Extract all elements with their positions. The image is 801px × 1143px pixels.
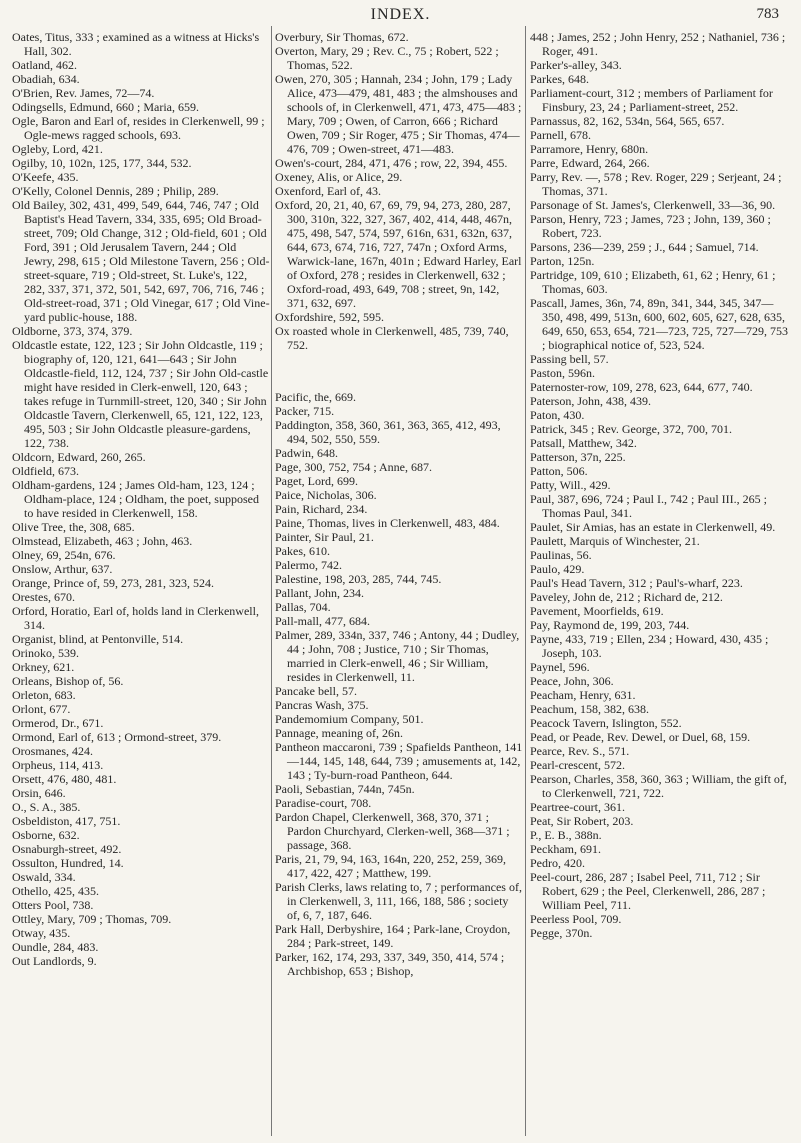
index-entry: Orosmanes, 424. <box>12 744 93 758</box>
index-entry: Parish Clerks, laws relating to, 7 ; performances of, in Clerkenwell, 3, 111, 166, 188, 586 ; society of, 6, 7, 187, 646. <box>275 880 522 922</box>
index-entry: Paget, Lord, 699. <box>275 474 358 488</box>
index-entry: Pallas, 704. <box>275 600 331 614</box>
index-entry: Paterson, John, 438, 439. <box>530 394 651 408</box>
index-entry: Osborne, 632. <box>12 828 80 842</box>
index-entry: Paulo, 429. <box>530 562 585 576</box>
index-entry: Orford, Horatio, Earl of, holds land in Clerkenwell, 314. <box>12 604 259 632</box>
index-entry: Paveley, John de, 212 ; Richard de, 212. <box>530 590 723 604</box>
page-header <box>0 6 801 28</box>
index-entry: Pavement, Moorfields, 619. <box>530 604 664 618</box>
index-entry: Oldborne, 373, 374, 379. <box>12 324 133 338</box>
index-entry: Pay, Raymond de, 199, 203, 744. <box>530 618 690 632</box>
index-entry: Pall-mall, 477, 684. <box>275 614 370 628</box>
index-entry: Olive Tree, the, 308, 685. <box>12 520 135 534</box>
index-entry: Orleans, Bishop of, 56. <box>12 674 124 688</box>
section-gap <box>275 364 523 378</box>
index-entry: Parre, Edward, 264, 266. <box>530 156 650 170</box>
index-entry: Parry, Rev. —, 578 ; Rev. Roger, 229 ; Serjeant, 24 ; Thomas, 371. <box>530 170 782 198</box>
index-entry: Parramore, Henry, 680n. <box>530 142 649 156</box>
index-entry: Oldham-gardens, 124 ; James Old-ham, 123, 124 ; Oldham-place, 124 ; Oldham, the poet, supposed to have resided in Clerkenwell, 158. <box>12 478 259 520</box>
index-entry: Ogilby, 10, 102n, 125, 177, 344, 532. <box>12 156 192 170</box>
index-entry: Orleton, 683. <box>12 688 76 702</box>
index-entry: Parker, 162, 174, 293, 337, 349, 350, 414, 574 ; Archbishop, 653 ; Bishop, <box>275 950 505 978</box>
index-entry: Parnassus, 82, 162, 534n, 564, 565, 657. <box>530 114 725 128</box>
index-entry: Paris, 21, 79, 94, 163, 164n, 220, 252, 259, 369, 417, 422, 427 ; Matthew, 199. <box>275 852 506 880</box>
index-entry: Ox roasted whole in Clerkenwell, 485, 739, 740, 752. <box>275 324 509 352</box>
index-entry: Peerless Pool, 709. <box>530 912 622 926</box>
index-entry: Orlont, 677. <box>12 702 71 716</box>
index-entry: Oxeney, Alis, or Alice, 29. <box>275 170 403 184</box>
index-entry: Pantheon maccaroni, 739 ; Spafields Pantheon, 141—144, 145, 148, 644, 739 ; amusements at, 142, 143 ; Ty-burn-road Pantheon, 644. <box>275 740 523 782</box>
index-entry: Passing bell, 57. <box>530 352 609 366</box>
index-entry: Peel-court, 286, 287 ; Isabel Peel, 711, 712 ; Sir Robert, 629 ; the Peel, Clerkenwell, 286, 287 ; William Peel, 711. <box>530 870 766 912</box>
index-entry: Oswald, 334. <box>12 870 76 884</box>
index-entry: Paoli, Sebastian, 744n, 745n. <box>275 782 415 796</box>
index-entry: Oldfield, 673. <box>12 464 79 478</box>
index-entry: Pancras Wash, 375. <box>275 698 369 712</box>
index-entry: Orestes, 670. <box>12 590 75 604</box>
index-column-3 <box>530 30 792 940</box>
index-entry: Patrick, 345 ; Rev. George, 372, 700, 701. <box>530 422 732 436</box>
index-entry: Parliament-court, 312 ; members of Parliament for Finsbury, 23, 24 ; Parliament-street, 252. <box>530 86 773 114</box>
index-entry: 448 ; James, 252 ; John Henry, 252 ; Nathaniel, 736 ; Roger, 491. <box>530 30 786 58</box>
index-entry: Peat, Sir Robert, 203. <box>530 814 634 828</box>
index-entry: Paradise-court, 708. <box>275 796 372 810</box>
index-entry: Old Bailey, 302, 431, 499, 549, 644, 746, 747 ; Old Baptist's Head Tavern, 334, 335, 695; Old Broad-street, 709; Old Change, 312 ; Old-field, 601 ; Old Ford, 391 ; Old Jerusalem Tavern, 244 ; Old Jewry, 298, 615 ; Old Milestone Tavern, 256 ; Old-street-square, 719 ; Old-street, St. Luke's, 122, 282, 337, 371, 372, 501, 542, 697, 706, 716, 746 ; Old-street-road, 371 ; Old Vinegar, 617 ; Old Vine-yard public-house, 188. <box>12 198 270 324</box>
index-entry: Parker's-alley, 343. <box>530 58 622 72</box>
index-entry: Oldcastle estate, 122, 123 ; Sir John Oldcastle, 119 ; biography of, 120, 121, 641—643 ; Sir John Oldcastle-field, 112, 124, 737 ; Sir John Old-castle might have resided in Clerk-enwell, 120, 643 ; takes refuge in Turnmill-street, 120, 340 ; Sir John Oldcastle Tavern, Clerkenwell, 65, 121, 122, 123, 495, 503 ; Sir John Oldcastle pleasure-gardens, 122, 738. <box>12 338 269 450</box>
index-entry: Paul, 387, 696, 724 ; Paul I., 742 ; Paul III., 265 ; Thomas Paul, 341. <box>530 492 767 520</box>
index-entry: Paulet, Sir Amias, has an estate in Clerkenwell, 49. <box>530 520 776 534</box>
index-entry: Oxford, 20, 21, 40, 67, 69, 79, 94, 273, 280, 287, 300, 310n, 322, 327, 367, 402, 414, 448, 467n, 475, 498, 547, 574, 597, 616n, 631, 632n, 637, 644, 673, 674, 716, 727, 747n ; Oxford Arms, Warwick-lane, 167n, 401n ; Edward Harley, Earl of Oxford, 278 ; resides in Clerkenwell, 632 ; Oxford-road, 493, 649, 708 ; street, 9n, 142, 371, 632, 697. <box>275 198 522 310</box>
index-entry: Pancake bell, 57. <box>275 684 357 698</box>
index-entry: Othello, 425, 435. <box>12 884 99 898</box>
index-entry: Painter, Sir Paul, 21. <box>275 530 374 544</box>
index-entry: Patsall, Matthew, 342. <box>530 436 637 450</box>
index-entry: Paynel, 596. <box>530 660 590 674</box>
index-entry: Patty, Will., 429. <box>530 478 611 492</box>
index-entry: Orange, Prince of, 59, 273, 281, 323, 524. <box>12 576 214 590</box>
index-entry: Paddington, 358, 360, 361, 363, 365, 412, 493, 494, 502, 550, 559. <box>275 418 501 446</box>
index-entry: Ormerod, Dr., 671. <box>12 716 104 730</box>
index-entry: Ogle, Baron and Earl of, resides in Clerkenwell, 99 ; Ogle-mews ragged schools, 693. <box>12 114 265 142</box>
index-entry: Patterson, 37n, 225. <box>530 450 626 464</box>
index-entry: Osbeldiston, 417, 751. <box>12 814 121 828</box>
index-entry: Organist, blind, at Pentonville, 514. <box>12 632 184 646</box>
index-entry: O'Keefe, 435. <box>12 170 79 184</box>
index-entry: Otway, 435. <box>12 926 71 940</box>
index-entry: Pain, Richard, 234. <box>275 502 368 516</box>
index-entry: Peace, John, 306. <box>530 674 614 688</box>
index-column-2 <box>275 30 523 978</box>
index-entry: Owen's-court, 284, 471, 476 ; row, 22, 394, 455. <box>275 156 508 170</box>
index-entry: Parkes, 648. <box>530 72 589 86</box>
index-entry: Paton, 430. <box>530 408 585 422</box>
index-entry: Pascall, James, 36n, 74, 89n, 341, 344, 345, 347—350, 498, 499, 513n, 600, 602, 605, 627, 628, 635, 649, 650, 653, 654, 721—723, 725, 727—729, 753 ; biographical notice of, 523, 524. <box>530 296 788 352</box>
index-entry: Peckham, 691. <box>530 842 601 856</box>
index-entry: Ormond, Earl of, 613 ; Ormond-street, 379. <box>12 730 222 744</box>
index-entry: Pardon Chapel, Clerkenwell, 368, 370, 371 ; Pardon Churchyard, Clerken-well, 368—371 ; passage, 368. <box>275 810 510 852</box>
index-entry: Olney, 69, 254n, 676. <box>12 548 116 562</box>
index-entry: Pead, or Peade, Rev. Dewel, or Duel, 68, 159. <box>530 730 751 744</box>
index-entry: Packer, 715. <box>275 404 335 418</box>
index-entry: Paice, Nicholas, 306. <box>275 488 377 502</box>
column-divider-left <box>271 26 272 1136</box>
index-entry: Oatland, 462. <box>12 58 77 72</box>
index-entry: Palestine, 198, 203, 285, 744, 745. <box>275 572 442 586</box>
index-entry: Oates, Titus, 333 ; examined as a witness at Hicks's Hall, 302. <box>12 30 260 58</box>
index-entry: P., E. B., 388n. <box>530 828 602 842</box>
index-entry: Paulinas, 56. <box>530 548 592 562</box>
index-entry: Pegge, 370n. <box>530 926 593 940</box>
index-entry: Orsett, 476, 480, 481. <box>12 772 117 786</box>
index-column-1 <box>12 30 270 968</box>
index-entry: Peartree-court, 361. <box>530 800 625 814</box>
page-title: INDEX. <box>370 6 431 23</box>
index-entry: O'Kelly, Colonel Dennis, 289 ; Philip, 289. <box>12 184 219 198</box>
column-divider-right <box>525 26 526 1136</box>
index-entry: Pakes, 610. <box>275 544 330 558</box>
index-entry: Palermo, 742. <box>275 558 342 572</box>
index-entry: Patton, 506. <box>530 464 588 478</box>
index-entry: Ogleby, Lord, 421. <box>12 142 103 156</box>
index-entry: Park Hall, Derbyshire, 164 ; Park-lane, Croydon, 284 ; Park-street, 149. <box>275 922 511 950</box>
index-entry: Ottley, Mary, 709 ; Thomas, 709. <box>12 912 172 926</box>
index-entry: Parsonage of St. James's, Clerkenwell, 33—36, 90. <box>530 198 776 212</box>
index-entry: Oxenford, Earl of, 43. <box>275 184 381 198</box>
index-entry: Orsin, 646. <box>12 786 66 800</box>
index-entry: Overton, Mary, 29 ; Rev. C., 75 ; Robert, 522 ; Thomas, 522. <box>275 44 499 72</box>
index-entry: Pacific, the, 669. <box>275 390 356 404</box>
index-entry: Pearl-crescent, 572. <box>530 758 625 772</box>
index-entry: Oldcorn, Edward, 260, 265. <box>12 450 146 464</box>
index-entry: Out Landlords, 9. <box>12 954 97 968</box>
index-entry: Ossulton, Hundred, 14. <box>12 856 124 870</box>
index-entry: Paine, Thomas, lives in Clerkenwell, 483, 484. <box>275 516 500 530</box>
index-entry: Peacock Tavern, Islington, 552. <box>530 716 682 730</box>
index-entry: Pannage, meaning of, 26n. <box>275 726 403 740</box>
index-entry: Pallant, John, 234. <box>275 586 364 600</box>
index-entry: Oxfordshire, 592, 595. <box>275 310 384 324</box>
index-entry: O., S. A., 385. <box>12 800 81 814</box>
page-number: 783 <box>756 6 779 22</box>
index-entry: Otters Pool, 738. <box>12 898 94 912</box>
index-entry: Pearce, Rev. S., 571. <box>530 744 630 758</box>
index-entry: Pedro, 420. <box>530 856 585 870</box>
index-entry: Payne, 433, 719 ; Ellen, 234 ; Howard, 430, 435 ; Joseph, 103. <box>530 632 769 660</box>
index-entry: Orkney, 621. <box>12 660 75 674</box>
index-entry: Palmer, 289, 334n, 337, 746 ; Antony, 44 ; Dudley, 44 ; John, 708 ; Justice, 710 ; Sir Thomas, married in Clerk-enwell, 46 ; Sir William, resides in Clerkenwell, 11. <box>275 628 520 684</box>
index-entry: Owen, 270, 305 ; Hannah, 234 ; John, 179 ; Lady Alice, 473—479, 481, 483 ; the almshouses and schools of, in Clerkenwell, 471, 473, 475—483 ; Mary, 709 ; Owen, of Carron, 666 ; Richard Owen, 709 ; Sir Roger, 475 ; Sir Thomas, 474—476, 709 ; Owen-street, 471—483. <box>275 72 522 156</box>
index-entry: Partridge, 109, 610 ; Elizabeth, 61, 62 ; Henry, 61 ; Thomas, 603. <box>530 268 776 296</box>
index-entry: O'Brien, Rev. James, 72—74. <box>12 86 155 100</box>
index-entry: Pearson, Charles, 358, 360, 363 ; William, the gift of, to Clerkenwell, 721, 722. <box>530 772 787 800</box>
index-entry: Parnell, 678. <box>530 128 591 142</box>
index-entry: Overbury, Sir Thomas, 672. <box>275 30 409 44</box>
index-entry: Parton, 125n. <box>530 254 595 268</box>
index-entry: Odingsells, Edmund, 660 ; Maria, 659. <box>12 100 199 114</box>
index-entry: Orinoko, 539. <box>12 646 79 660</box>
index-entry: Parsons, 236—239, 259 ; J., 644 ; Samuel, 714. <box>530 240 759 254</box>
index-entry: Peacham, Henry, 631. <box>530 688 636 702</box>
index-entry: Osnaburgh-street, 492. <box>12 842 122 856</box>
index-entry: Paul's Head Tavern, 312 ; Paul's-wharf, 223. <box>530 576 743 590</box>
index-entry: Parson, Henry, 723 ; James, 723 ; John, 139, 360 ; Robert, 723. <box>530 212 771 240</box>
index-entry: Paternoster-row, 109, 278, 623, 644, 677, 740. <box>530 380 753 394</box>
index-entry: Paston, 596n. <box>530 366 596 380</box>
index-entry: Orpheus, 114, 413. <box>12 758 104 772</box>
index-entry: Olmstead, Elizabeth, 463 ; John, 463. <box>12 534 193 548</box>
index-entry: Page, 300, 752, 754 ; Anne, 687. <box>275 460 432 474</box>
index-entry: Obadiah, 634. <box>12 72 80 86</box>
index-entry: Padwin, 648. <box>275 446 338 460</box>
index-entry: Peachum, 158, 382, 638. <box>530 702 649 716</box>
index-entry: Pandemomium Company, 501. <box>275 712 424 726</box>
index-entry: Oundle, 284, 483. <box>12 940 99 954</box>
index-entry: Paulett, Marquis of Winchester, 21. <box>530 534 700 548</box>
index-entry: Onslow, Arthur, 637. <box>12 562 113 576</box>
